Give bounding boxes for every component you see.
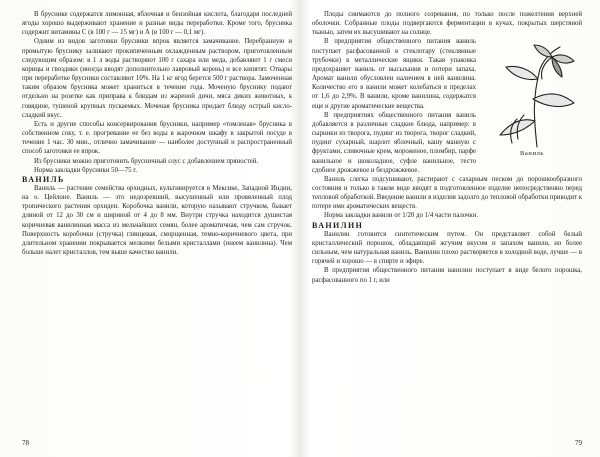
- paragraph: Из брусники можно приготовить брусничный соус с добавлением пряностей.: [34, 157, 259, 165]
- figure-caption: Ваниль: [520, 150, 544, 158]
- page-number: 79: [575, 438, 582, 447]
- section-heading-vanillin: ВАНИЛИН: [312, 220, 364, 230]
- right-page: [312, 10, 582, 450]
- paragraph: Одним из видов заготовки брусники впрок является замачивание. Перебранную и промытую бруснику заливают прокипяченным охлажденным раствором, приготовленным следующим образом: в 1 л воды растворяют 100 г сахара или меда, добавляют 1 г смеси корицы и гвоздики (иногда вводят дополнительно лавровый корень) и все кипятят. Отвары при переработке брусники составляют 10%. На 1 кг ягод берется 500 г раствора. Замоченная таким образом брусника может храниться в течение года. Моченую бруснику подают отдельно на розетке как приправа к блюдам из жареной дичи, мяса диких животных, к говядине, тушеной крупных пускаемых. Моченая брусника придает блюду острый кисло-сладкий вкус.: [22, 38, 292, 119]
- paragraph: В предприятия общественного питания ванилин поступает в виде белого порошка, расфасованного по 1 г, или: [312, 267, 582, 284]
- paragraph: Плоды снимаются до полного созревания, по только после пожелтения верхней оболочки. Собранные плоды подвергаются ферментации в кучах, покрытых шерстяной тканью, затем их высушивают на солнце.: [312, 11, 582, 37]
- paragraph: В бруснике содержатся лимонная, яблочная и бензойная кислота, благодаря последней ягоды хорошо выдерживают хранение и разные виды переработки. Кроме того, брусника содержит витамины С (в 100 г — 15 мг) и А (в 100 г — 0,1 мг).: [22, 11, 292, 37]
- page-number: 78: [22, 438, 29, 447]
- paragraph: В предприятия общественного питания ваниль поступает расфасованной в стеклотару (стеклянные трубочки) в металлические ящики. Такая упаковка предохраняет ваниль от высыхания и потери запаха. Аромат ванили обусловлен наличием в ней ванилина. Количество его в ванили может колебаться в пределах от 1,6 до 2,9%. В ванили, кроме ванилина, содержатся еще и другие ароматические вещества.: [312, 38, 476, 110]
- vanilla-orchid-illustration: [482, 39, 582, 149]
- paragraph: Есть и другие способы консервирования брусники, например «томленая» брусника в собственном соку, т. е. прогревание ее без воды в жарочном шкафу в закрытой посуде в течение 1 час. 30 мин., отлично замачивание — наиболее доступный и распространенный способ заготовки ее впрок.: [22, 120, 292, 156]
- section-heading-vanilla: ВАНИЛЬ: [22, 174, 65, 184]
- vanilla-figure: [482, 39, 582, 161]
- left-page: [22, 10, 292, 450]
- paragraph: Ваниль слегка подсушивают, растирают с сахарным песком до порошкообразного состояния и только в таком виде вводят в подготовленное изделие непосредственно перед тепловой обработкой. Введение ванили в изделия задолго до тепловой обработки приводит к потере ими ароматических веществ.: [312, 175, 582, 211]
- paragraph: Норма закладки брусники 50—75 г.: [34, 166, 137, 174]
- paragraph: Норма закладки ванили от 1/20 до 1/4 части палочки.: [324, 212, 479, 220]
- paragraph: Ванилин готовится синтетическим путем. Он представляет собой белый кристаллический порошок, обладающий жгучим вкусом и запахом ванили, но более сильным, чем натуральная ваниль. Ванилин плохо растворяется в холодной воде, лучше — в горячей и хорошо — в спирте и эфире.: [312, 230, 582, 266]
- paragraph: В предприятиях общественного питания ваниль добавляется в различные сладкие блюда, например: в сырники из творога, пудинг из творога, творог сладкий, пудинг сухарный, шарлот яблочный, кашу манную с фруктами, сливочные крем, мороженое, пломбир, парфе ванильное и шоколадное, суфле ванильное, тесто сдобное дрожжевое и бездрожжевое.: [312, 111, 476, 174]
- paragraph: Ваниль — растение семейства орхидных, культивируется в Мексике, Западной Индии, на о. Цейлоне. Ваниль — это недозревший, высушенный или провяленный плод тропического растения орхидеи. Коробочка ванили, которую называют стручком, бывает длиной от 12 до 30 см и шириной от 4 до 8 мм. Внутри стручка находится душистая коричневая ванилинная масса из мельчайших семян, более ароматичная, чем сам стручок. Поверхность коробочки (стручка) глянцевая, сморщенная, темно-коричневого цвета, при длительном хранении покрывается мелкими белыми кристаллами (инеем ванилина). Чем больше налет кристаллов, тем выше качество ванили.: [22, 184, 292, 257]
